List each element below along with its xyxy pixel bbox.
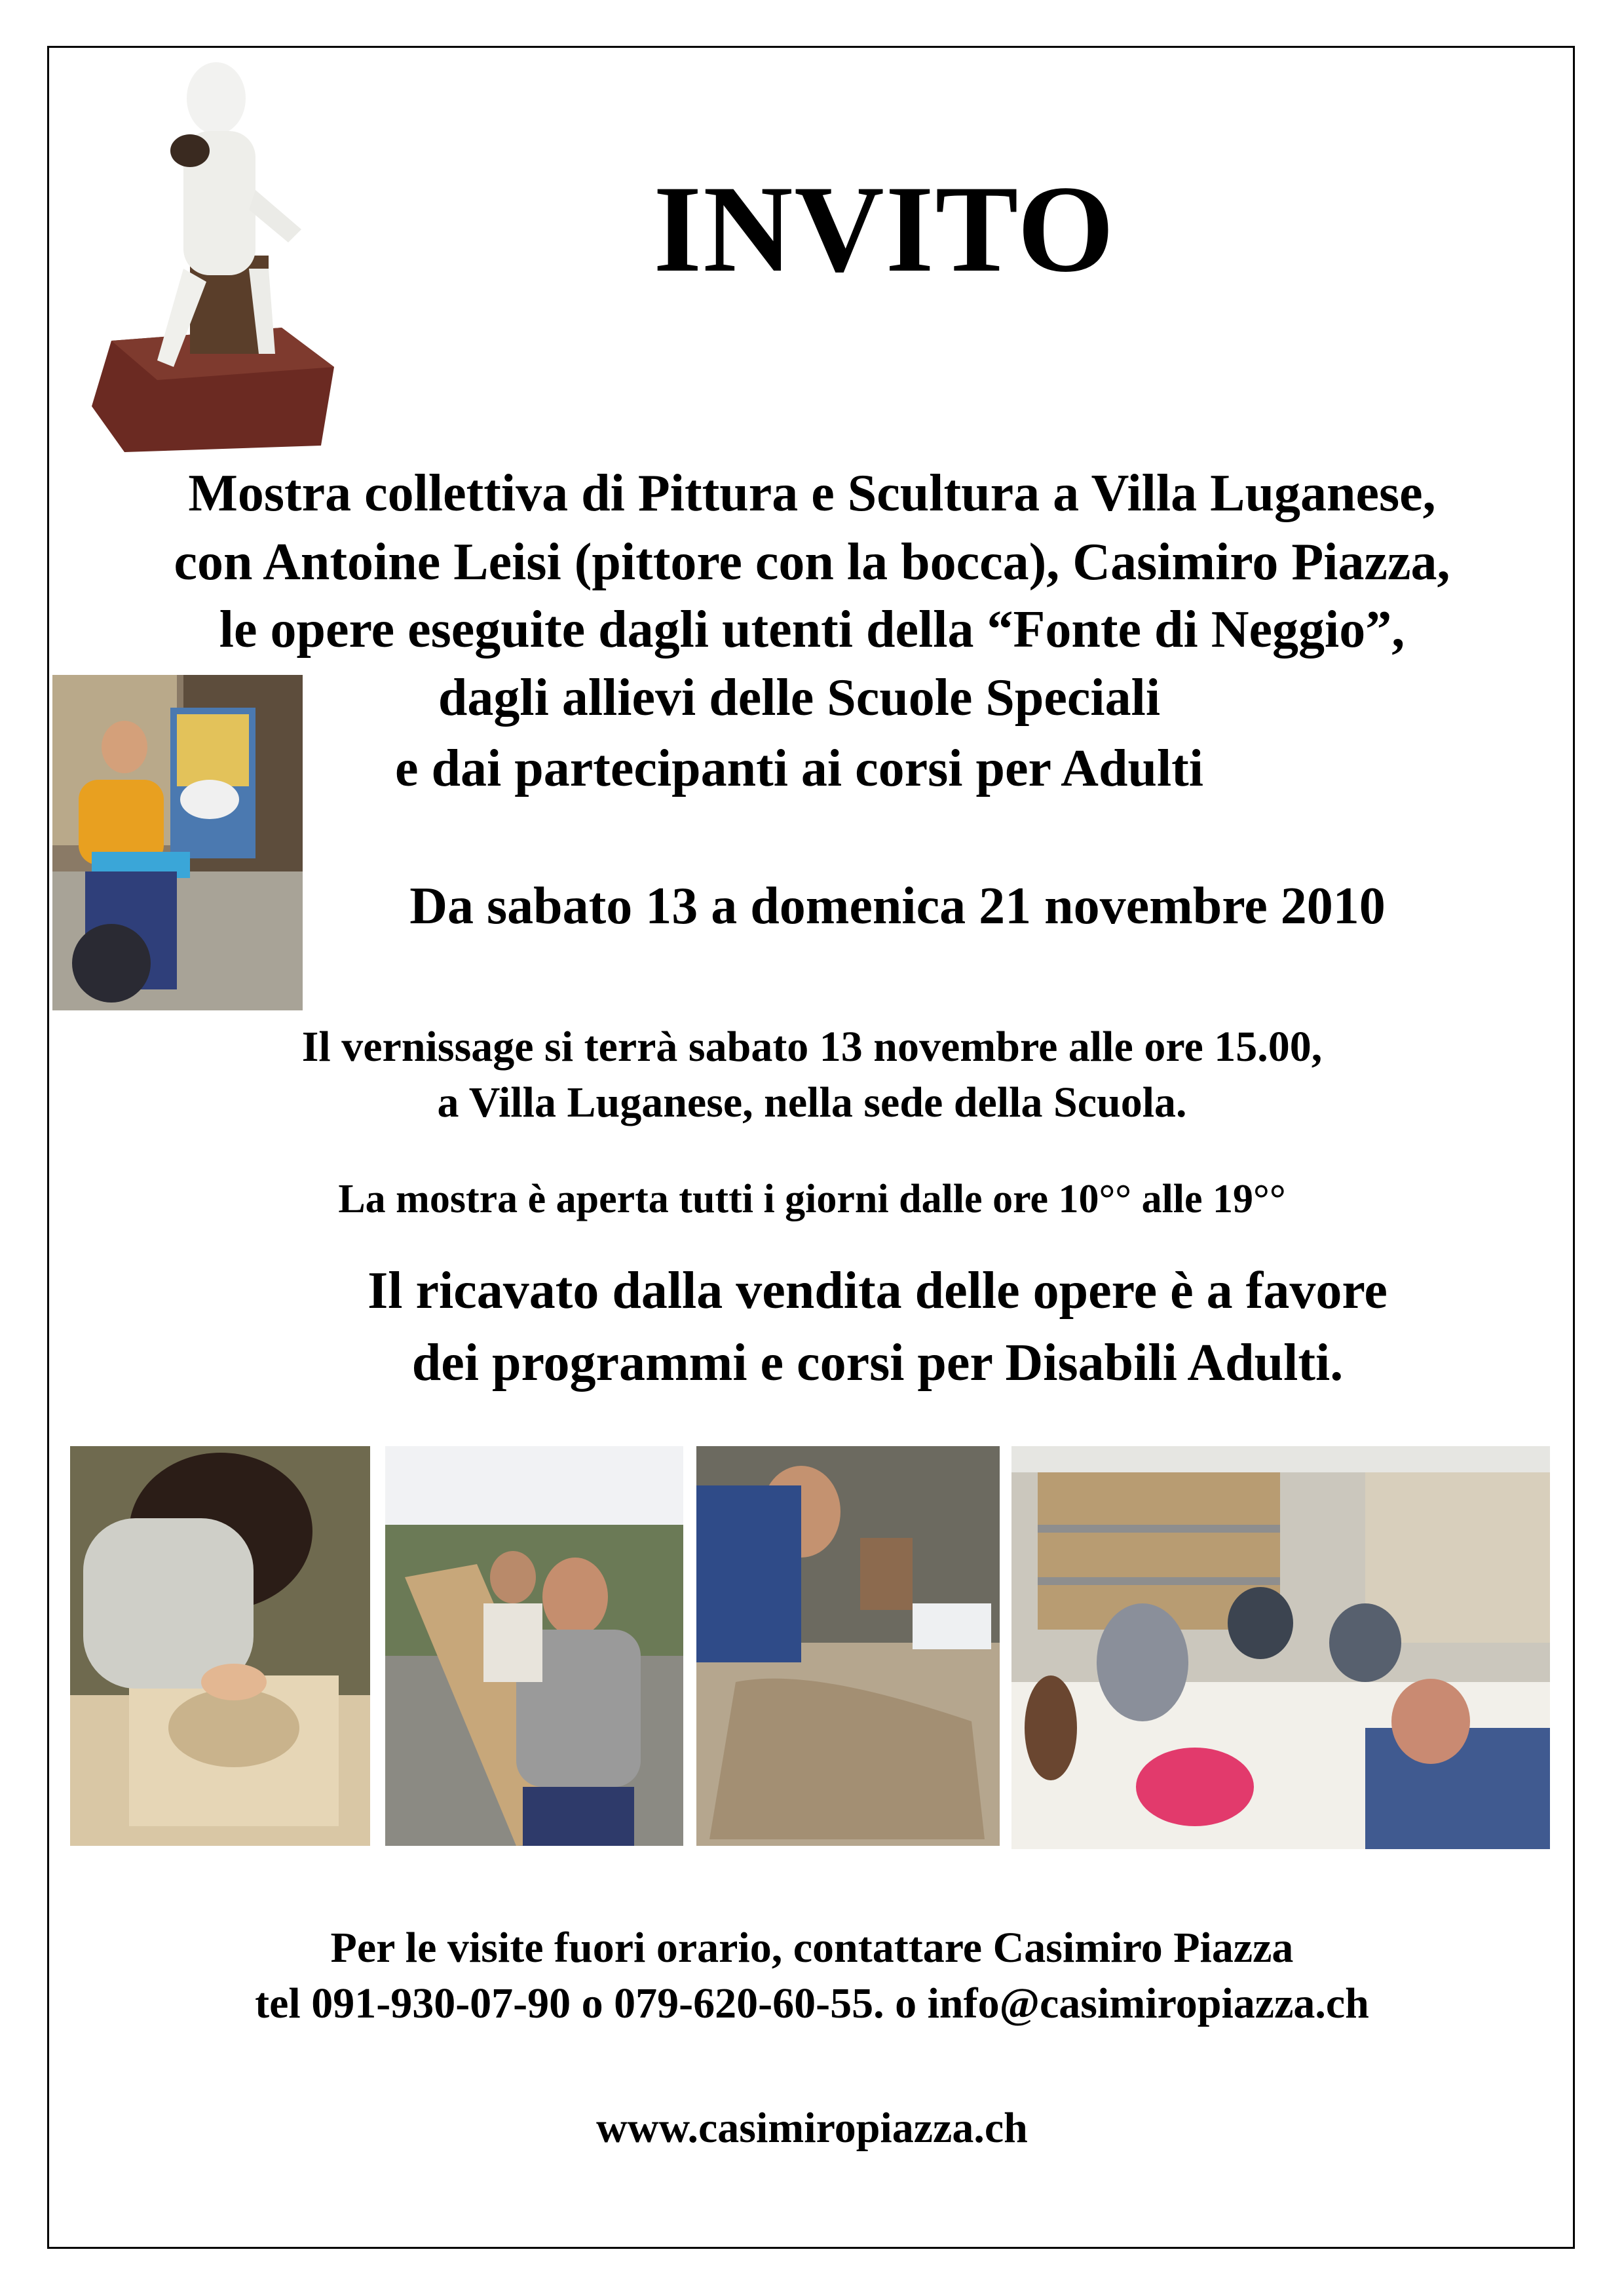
intro-line-4: dagli allievi delle Scuole Speciali [438, 669, 1161, 727]
proceeds-line-2: dei programmi e corsi per Disabili Adulti. [411, 1334, 1344, 1392]
contact-line-2: tel 091-930-07-90 o 079-620-60-55. o info@casimiropiazza.ch [255, 1980, 1369, 2027]
statue-photo [85, 59, 341, 452]
intro-line-1: Mostra collettiva di Pittura e Scultura a Villa Luganese, [188, 465, 1436, 522]
page-title: INVITO [653, 161, 1116, 298]
vernissage-line-1: Il vernissage si terrà sabato 13 novembre alle ore 15.00, [301, 1023, 1323, 1071]
opening-hours: La mostra è aperta tutti i giorni dalle ore 10°° alle 19°° [338, 1177, 1286, 1221]
exhibition-dates: Da sabato 13 a domenica 21 novembre 2010 [409, 877, 1386, 935]
workshop-photo [1011, 1446, 1550, 1849]
carving-panel-photo [696, 1446, 1000, 1846]
painter-photo [52, 675, 303, 1010]
intro-line-3: le opere eseguite dagli utenti della “Fonte di Neggio”, [219, 601, 1405, 659]
intro-line-5: e dai partecipanti ai corsi per Adulti [394, 740, 1204, 797]
carving-outdoor-photo [385, 1446, 683, 1846]
website-link[interactable]: www.casimiropiazza.ch [596, 2104, 1028, 2152]
contact-line-1: Per le visite fuori orario, contattare Casimiro Piazza [330, 1924, 1294, 1972]
proceeds-line-1: Il ricavato dalla vendita delle opere è a favore [368, 1262, 1388, 1320]
vernissage-line-2: a Villa Luganese, nella sede della Scuola. [437, 1079, 1187, 1126]
intro-line-2: con Antoine Leisi (pittore con la bocca), Casimiro Piazza, [174, 533, 1450, 591]
woodcarving-photo [70, 1446, 370, 1846]
